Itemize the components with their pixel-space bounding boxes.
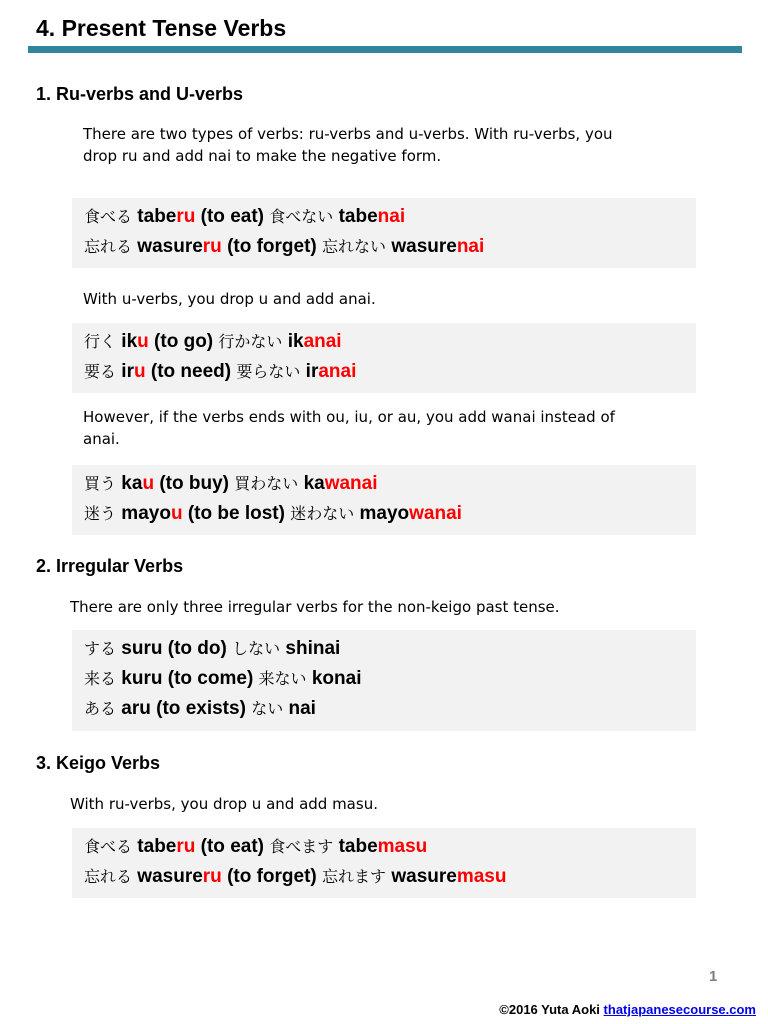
kanji: する bbox=[84, 639, 117, 658]
meaning: (to be lost) bbox=[187, 503, 285, 524]
romaji: aru bbox=[121, 698, 151, 719]
meaning: (to do) bbox=[167, 638, 227, 659]
meaning: (to forget) bbox=[227, 236, 317, 257]
example-line bbox=[84, 864, 506, 888]
kanji: 行く bbox=[84, 332, 117, 351]
negative-kanji: 忘れない bbox=[322, 237, 387, 256]
keigo-kanji: 忘れます bbox=[322, 867, 387, 886]
negative-kanji: 要らない bbox=[236, 362, 301, 381]
kanji: 来る bbox=[84, 669, 117, 688]
negative-kanji: 迷わない bbox=[290, 504, 355, 523]
example-line bbox=[84, 471, 378, 495]
meaning: (to come) bbox=[167, 668, 254, 689]
example-line bbox=[84, 359, 356, 383]
example-line bbox=[84, 501, 462, 525]
meaning: (to forget) bbox=[227, 866, 317, 887]
kanji: 要る bbox=[84, 362, 117, 381]
paragraph-exception bbox=[83, 406, 615, 450]
paragraph-u-verbs: With u-verbs, you drop u and add anai. bbox=[83, 290, 376, 308]
example-box-irregular bbox=[72, 630, 696, 731]
romaji: wasureru bbox=[137, 236, 222, 257]
romaji: taberu bbox=[137, 836, 196, 857]
example-box-keigo bbox=[72, 828, 696, 898]
negative-kanji: 食べない bbox=[269, 207, 334, 226]
paragraph-line: There are two types of verbs: ru-verbs and u-verbs. With ru-verbs, you bbox=[83, 125, 613, 143]
copyright-text: ©2016 Yuta Aoki bbox=[499, 1002, 600, 1017]
paragraph-line: However, if the verbs ends with ou, iu, or au, you add wanai instead of bbox=[83, 408, 615, 426]
negative-romaji: nai bbox=[288, 698, 316, 719]
keigo-romaji: wasuremasu bbox=[391, 866, 507, 887]
title-underline bbox=[28, 46, 742, 53]
negative-romaji: ikanai bbox=[287, 331, 342, 352]
negative-romaji: mayowanai bbox=[359, 503, 462, 524]
negative-romaji: konai bbox=[311, 668, 362, 689]
example-box-wanai-verbs bbox=[72, 465, 696, 535]
example-line bbox=[84, 329, 342, 353]
website-link[interactable]: thatjapanesecourse.com bbox=[603, 1002, 756, 1017]
page-number: 1 bbox=[709, 968, 718, 985]
romaji: taberu bbox=[137, 206, 196, 227]
meaning: (to go) bbox=[154, 331, 214, 352]
kanji: 忘れる bbox=[84, 237, 133, 256]
kanji: 買う bbox=[84, 474, 117, 493]
example-line bbox=[84, 636, 340, 660]
negative-romaji: tabenai bbox=[338, 206, 406, 227]
paragraph-keigo: With ru-verbs, you drop u and add masu. bbox=[70, 795, 378, 813]
paragraph-line: anai. bbox=[83, 430, 120, 448]
romaji: iru bbox=[121, 361, 146, 382]
negative-kanji: 来ない bbox=[258, 669, 307, 688]
meaning: (to eat) bbox=[200, 836, 264, 857]
negative-kanji: 買わない bbox=[234, 474, 299, 493]
meaning: (to buy) bbox=[159, 473, 229, 494]
romaji: suru bbox=[121, 638, 163, 659]
footer bbox=[499, 1002, 756, 1017]
negative-romaji: kawanai bbox=[303, 473, 378, 494]
example-line bbox=[84, 834, 427, 858]
negative-kanji: ない bbox=[251, 699, 284, 718]
kanji: 食べる bbox=[84, 837, 133, 856]
section-heading-irregular-verbs: 2. Irregular Verbs bbox=[36, 556, 184, 576]
meaning: (to eat) bbox=[200, 206, 264, 227]
negative-romaji: iranai bbox=[305, 361, 357, 382]
example-box-ru-verbs bbox=[72, 198, 696, 268]
negative-romaji: wasurenai bbox=[391, 236, 485, 257]
example-line bbox=[84, 234, 484, 258]
example-line bbox=[84, 696, 316, 720]
romaji: iku bbox=[121, 331, 149, 352]
paragraph-irregular: There are only three irregular verbs for the non-keigo past tense. bbox=[70, 598, 560, 616]
negative-kanji: 行かない bbox=[218, 332, 283, 351]
kanji: 食べる bbox=[84, 207, 133, 226]
negative-kanji: しない bbox=[232, 639, 281, 658]
negative-romaji: shinai bbox=[285, 638, 341, 659]
section-heading-ru-u-verbs: 1. Ru-verbs and U-verbs bbox=[36, 84, 244, 104]
romaji: kuru bbox=[121, 668, 163, 689]
romaji: kau bbox=[121, 473, 155, 494]
meaning: (to exists) bbox=[156, 698, 246, 719]
example-box-u-verbs bbox=[72, 323, 696, 393]
kanji: 迷う bbox=[84, 504, 117, 523]
paragraph-intro bbox=[83, 123, 613, 167]
romaji: mayou bbox=[121, 503, 183, 524]
kanji: ある bbox=[84, 699, 117, 718]
meaning: (to need) bbox=[150, 361, 232, 382]
example-line bbox=[84, 204, 405, 228]
example-line bbox=[84, 666, 361, 690]
kanji: 忘れる bbox=[84, 867, 133, 886]
page-title: 4. Present Tense Verbs bbox=[36, 15, 287, 41]
romaji: wasureru bbox=[137, 866, 222, 887]
keigo-romaji: tabemasu bbox=[338, 836, 428, 857]
paragraph-line: drop ru and add nai to make the negative form. bbox=[83, 147, 442, 165]
section-heading-keigo-verbs: 3. Keigo Verbs bbox=[36, 753, 161, 773]
keigo-kanji: 食べます bbox=[269, 837, 334, 856]
